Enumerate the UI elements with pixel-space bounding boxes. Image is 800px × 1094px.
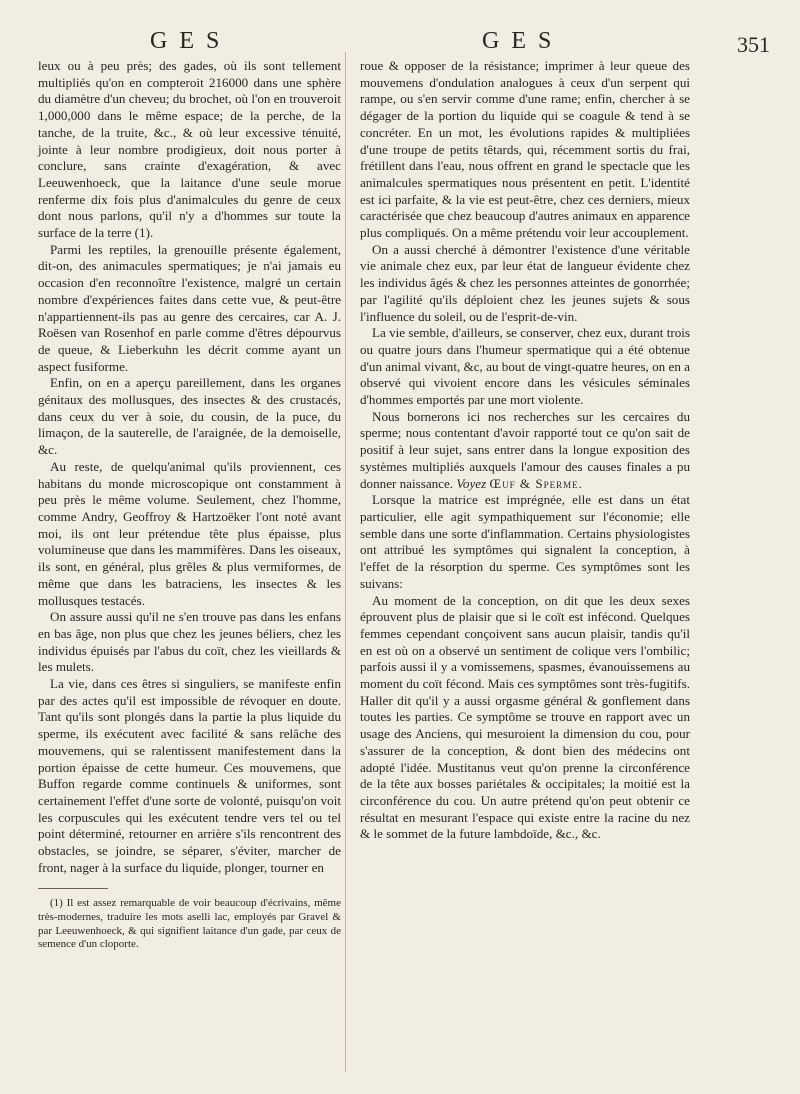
- cross-reference-label: Voyez: [456, 475, 487, 491]
- paragraph: On a aussi cherché à démontrer l'existence d'une véritable vie animale chez eux, par leur état de langueur évidente chez les individus âgés & chez les personnes atteintes de gonorrhée; par l'agilité qu'ils déploient chez les jeunes sujets & sous l'influence du soleil, ou de l'esprit-de-vin.: [360, 241, 690, 324]
- paragraph: La vie, dans ces êtres si singuliers, se manifeste enfin par des actes qu'il est impossible de révoquer en doute. Tant qu'ils sont plongés dans la partie la plus liquide du sperme, ils exécutent avec facilité & sans relâche des mouvemens, qui se ralentissent manifestement dans la portion épaisse de cette humeur. Ces mouvemens, que Buffon regarde comme continuels & uniformes, sont certainement l'effet d'une sorte de volonté, puisqu'on voit les corpuscules qui les exécutent tendre vers tel ou tel point déterminé, retourner en arrière s'ils rencontrent des obstacles, se joindre, se séparer, s'éviter, marcher de front, nager à la surface du liquide, plonger, tourner en: [38, 676, 341, 875]
- running-head-right: GES: [482, 28, 564, 54]
- footnote-rule: [38, 888, 108, 889]
- paragraph: roue & opposer de la résistance; imprimer à leur queue des mouvemens d'ondulation analogues à ceux d'un serpent qui rampe, ou s'en servir comme d'une rame; enfin, chercher à se dégager de la portion du liquide qui se coagule & tend à se concréter. En un mot, les évolutions rapides & multipliées d'une troupe de petits têtards, qui, récemment sortis du frai, frétillent dans l'eau, nous offrent en grand le spectacle que les animalcules spermatiques nous présentent en petit. L'identité est ici parfaite, & la vie est peut-être, chez ces derniers, mieux caractérisée que chez beaucoup d'autres animaux en apparence plus compliqués. On a même prétendu voir leur accouplement.: [360, 58, 690, 241]
- paragraph: Au reste, de quelqu'animal qu'ils proviennent, ces habitans du monde microscopique ont constamment à peu près le même volume. Seulement, chez l'homme, comme Andry, Geoffroy & Hartzoëker l'ont noté avant moi, ils ont leur prétendue tête plus épaisse, plus volumineuse que dans les mammifères. Dans les oiseaux, ils sont, en général, plus grêles & plus vermiformes, de même que dans les batraciens, les insectes & les mollusques testacés.: [38, 458, 341, 608]
- paragraph-text: Nous bornerons ici nos recherches sur les cercaires du sperme; nous contentant d'avoir rapporté tout ce qu'on sait de positif à leur sujet, sans entrer dans la longue exposition des systèmes multipliés auxquels l'amour des causes finales a pu donner naissance.: [360, 408, 690, 491]
- paragraph: [360, 409, 690, 493]
- footnote: (1) Il est assez remarquable de voir beaucoup d'écrivains, même très-modernes, traduire les mots asellì lac, employés par Gravel & par Leeuwenhoeck, & qui signifient laitance d'un gade, par ceux de semence d'un cloporte.: [38, 897, 341, 951]
- column-divider: [345, 52, 346, 1072]
- running-head-left: GES: [150, 28, 232, 54]
- paragraph: La vie semble, d'ailleurs, se conserver, chez eux, durant trois ou quatre jours dans l'humeur spermatique qui a été obtenue d'un animal vivant, &c, au bout de vingt-quatre heures, on en a observé qui vivoient encore dans les vésicules séminales d'hommes emportés par une mort violente.: [360, 325, 690, 408]
- page-number: 351: [737, 32, 770, 57]
- cross-reference: Œuf & Sperme.: [489, 475, 583, 491]
- paragraph: Parmi les reptiles, la grenouille présente également, dit-on, des animacules spermatiques; je n'ai jamais eu occasion d'en reconnoître l'existence, malgré un certain nombre d'expériences faites dans cette vue, & peut-être n'appartiennent-ils pas au genre des cercaires, car A. J. Roësen van Rosenhof en parle comme d'êtres dépourvus de queue, & Lieberkuhn les décrit comme ayant un aspect fusiforme.: [38, 241, 341, 374]
- paragraph: Au moment de la conception, on dit que les deux sexes éprouvent plus de plaisir que si le coït est infécond. Quelques femmes cependant conçoivent sans aucun plaisir, tandis qu'il en est où on a observé un sentiment de colique vers l'ombilic; parfois aussi il y a vomissemens, spasmes, évanouissemens au moment du coït fécond. Mais ces symptômes sont très-fugitifs. Haller dit qu'il y a aussi orgasme général & gonflement dans toutes les parties. Ce symptôme se trouve en rapport avec un usage des Anciens, qui mesuroient la dimension du cou, pour s'assurer de la conception, & dont bien des médecins ont adopté l'idée. Mustitanus veut qu'on prenne la circonférence de la tête aux bosses pariétales & occipitales; la moitié est la circonférence du cou. Un autre prétend qu'on peut obtenir ce résultat en mesurant l'espace qui existe entre la racine du nez & le sommet de la future lambdoïde, &c., &c.: [360, 592, 690, 842]
- left-column: [38, 58, 341, 952]
- paragraph: leux ou à peu près; des gades, où ils sont tellement multipliés qu'on en compteroit 216000 dans une sphère du diamètre d'un cheveu; du brochet, où l'on en trouveroit 1,000,000 dans le même espace; de la perche, de la tanche, de la truite, &c., & où leur excessive ténuité, jointe à leur nombre prodigieux, doit nous porter à conclure, sans crainte d'exagération, & avec Leeuwenhoeck, que la laitance d'une seule morue renferme dix fois plus d'animalcules du genre de ceux dont nous parlons, qu'il n'y a d'hommes sur toute la surface de la terre (1).: [38, 58, 341, 241]
- paragraph: Lorsque la matrice est imprégnée, elle est dans un état particulier, elle agit sympathiquement sur l'économie; elle semble dans une sorte d'inflammation. Certains physiologistes ont attribué les symptômes qui signalent la conception, à l'effet de la résorption du sperme. Ces symptômes sont les suivans:: [360, 492, 690, 591]
- paragraph: Enfin, on en a aperçu pareillement, dans les organes génitaux des mollusques, des insectes & des crustacés, dans ceux du ver à soie, du cousin, de la puce, du limaçon, de la sauterelle, de l'araignée, de la demoiselle, &c.: [38, 375, 341, 458]
- paragraph: On assure aussi qu'il ne s'en trouve pas dans les enfans en bas âge, non plus que chez les jeunes béliers, chez les individus épuisés par l'abus du coït, chez les vieillards & les mulets.: [38, 609, 341, 675]
- right-column: [360, 58, 690, 843]
- running-head: [0, 28, 800, 58]
